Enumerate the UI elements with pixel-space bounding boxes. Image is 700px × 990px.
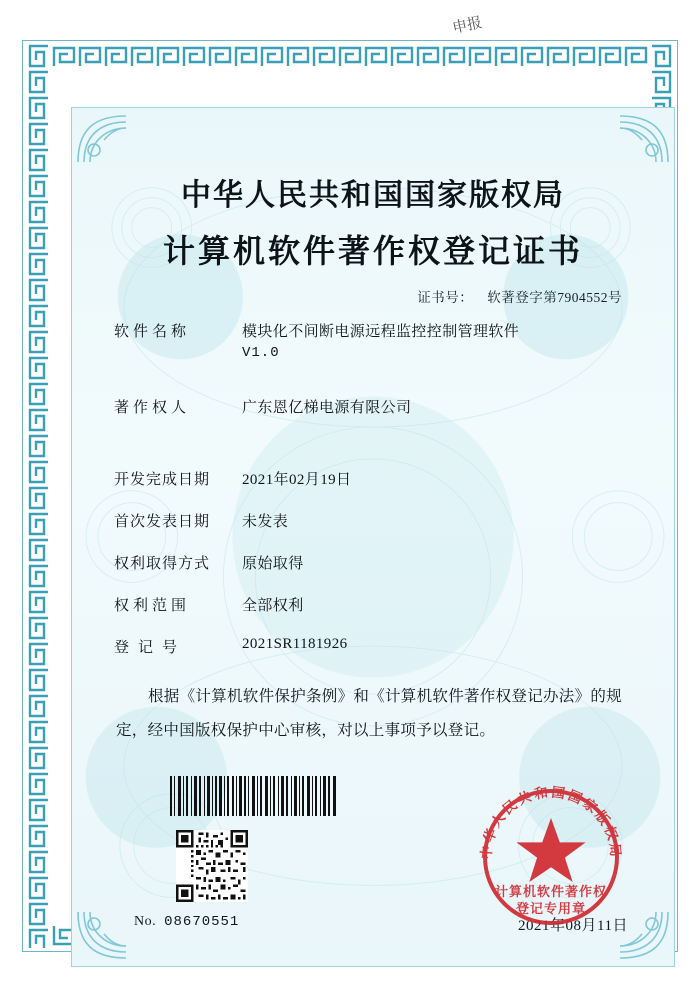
- meander-band-top: [26, 44, 674, 68]
- field-development-date: [114, 468, 634, 489]
- software-version-text: V1.0: [242, 345, 280, 361]
- certificate-number: [417, 286, 622, 306]
- issuer-title: 中华人民共和国国家版权局: [181, 179, 565, 212]
- certificate-title: 计算机软件著作权登记证书: [162, 233, 583, 269]
- field-development-date-value: 2021年02月19日: [242, 472, 352, 488]
- certificate-number-value: 软著登字第7904552号: [487, 290, 622, 305]
- field-acquisition-method-value: 原始取得: [242, 556, 304, 572]
- certificate-number-label: 证书号：: [417, 290, 474, 305]
- legal-paragraph: 根据《计算机软件保护条例》和《计算机软件著作权登记办法》的规定，经中国版权保护中心审核，对以上事项予以登记。: [116, 688, 623, 739]
- svg-text:登记专用章: 登记专用章: [515, 901, 587, 916]
- qr-code: [176, 830, 248, 902]
- field-rights-scope-label: 权利范围: [114, 598, 191, 614]
- field-copyright-owner: [114, 396, 634, 417]
- svg-text:中华人民共和国国家版权局: 中华人民共和国国家版权局: [478, 784, 624, 860]
- svg-text:计算机软件著作权: 计算机软件著作权: [494, 884, 608, 899]
- serial-number-value: 08670551: [164, 914, 240, 930]
- field-first-publish-date-value: 未发表: [242, 514, 289, 530]
- field-acquisition-method-label: 权利取得方式: [114, 556, 211, 572]
- software-name-text: 模块化不间断电源远程监控控制管理软件: [242, 324, 520, 340]
- field-software-name-label: 软件名称: [114, 324, 191, 340]
- certificate-content: [72, 108, 674, 966]
- issue-date: 2021年08月11日: [518, 918, 628, 934]
- field-software-name: [114, 320, 634, 361]
- field-rights-scope-value: 全部权利: [242, 598, 304, 614]
- field-first-publish-date: [114, 510, 634, 531]
- certificate-inner-panel: [71, 107, 675, 967]
- field-registration-number-value: 2021SR1181926: [242, 636, 348, 652]
- handwritten-mark: 申报: [450, 15, 484, 37]
- field-rights-scope: [114, 594, 634, 615]
- field-registration-number: [114, 636, 634, 657]
- field-copyright-owner-value: 广东恩亿梯电源有限公司: [242, 400, 412, 416]
- serial-number-label: No.: [134, 914, 157, 929]
- field-development-date-label: 开发完成日期: [114, 472, 211, 488]
- official-seal: [468, 774, 634, 940]
- serial-number: [134, 914, 239, 930]
- field-copyright-owner-label: 著作权人: [114, 400, 191, 416]
- field-software-name-value: [242, 320, 634, 361]
- field-registration-number-label: 登记号: [114, 640, 187, 656]
- field-first-publish-date-label: 首次发表日期: [114, 514, 211, 530]
- barcode: [168, 776, 338, 816]
- certificate-outer-border: [22, 40, 678, 952]
- field-acquisition-method: [114, 552, 634, 573]
- meander-band-left: [26, 44, 50, 948]
